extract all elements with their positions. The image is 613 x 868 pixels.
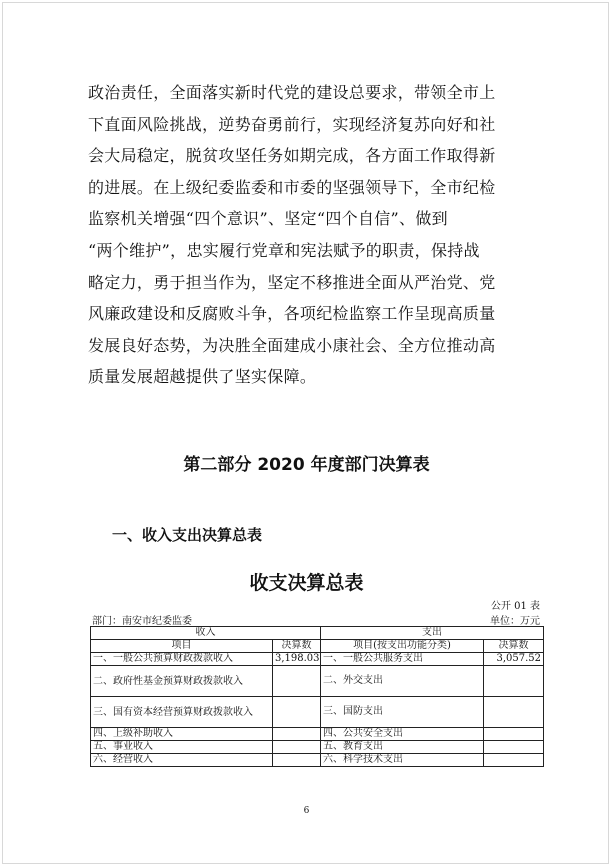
- paragraph-line: 政治责任，全面落实新时代党的建设总要求，带领全市上: [88, 83, 496, 102]
- income-amount: [273, 754, 321, 767]
- paragraph-line: 风廉政建设和反腐败斗争，各项纪检监察工作呈现高质量: [88, 304, 496, 324]
- expense-amount: [484, 666, 544, 697]
- table-code: 公开 01 表: [490, 601, 540, 612]
- income-item: 五、事业收入: [91, 741, 273, 754]
- paragraph-line: 的进展。在上级纪委监委和市委的坚强领导下，全市纪检: [88, 177, 496, 197]
- table-title: 收支决算总表: [249, 572, 364, 594]
- table-row: [91, 754, 544, 767]
- paragraph-line: 发展良好态势，为决胜全面建成小康社会、全方位推动高: [88, 335, 496, 355]
- subheading: 一、收入支出决算总表: [112, 526, 263, 544]
- paragraph-line: 略定力，勇于担当作为，坚定不移推进全面从严治党、党: [88, 272, 496, 292]
- expense-item: 六、科学技术支出: [321, 754, 484, 767]
- paragraph-line: 会大局稳定，脱贫攻坚任务如期完成，各方面工作取得新: [88, 146, 496, 166]
- paragraph-line: 下直面风险挑战，逆势奋勇前行，实现经济复苏向好和社: [88, 114, 496, 134]
- expense-amount: [484, 728, 544, 741]
- expense-amount-header: 决算数: [484, 640, 544, 653]
- table-header-row: [91, 640, 544, 653]
- table-row: [91, 653, 544, 666]
- expense-amount: [484, 697, 544, 728]
- body-paragraph: [88, 77, 528, 393]
- income-group-header: 收入: [91, 627, 321, 640]
- income-amount: [273, 741, 321, 754]
- income-item: 三、国有资本经营预算财政拨款收入: [91, 697, 273, 728]
- expense-item: 四、公共安全支出: [321, 728, 484, 741]
- income-item: 二、政府性基金预算财政拨款收入: [91, 666, 273, 697]
- income-amount: [273, 697, 321, 728]
- expense-group-header: 支出: [321, 627, 544, 640]
- income-item-header: 项目: [91, 640, 273, 653]
- expense-item: 五、教育支出: [321, 741, 484, 754]
- table-row: [91, 741, 544, 754]
- paragraph-line: 监察机关增强“四个意识”、坚定“四个自信”、做到: [88, 209, 448, 229]
- income-item: 六、经营收入: [91, 754, 273, 767]
- income-amount: 3,198.03: [273, 653, 321, 666]
- expense-amount: [484, 741, 544, 754]
- table-row: [91, 697, 544, 728]
- income-amount: [273, 728, 321, 741]
- expense-item: 三、国防支出: [321, 697, 484, 728]
- table-header-group-row: [91, 627, 544, 640]
- income-item: 四、上级补助收入: [91, 728, 273, 741]
- expense-item-header: 项目(按支出功能分类): [321, 640, 484, 653]
- page-number: 6: [303, 806, 310, 816]
- income-amount-header: 决算数: [273, 640, 321, 653]
- paragraph-line: “两个维护”，忠实履行党章和宪法赋予的职责，保持战: [88, 240, 480, 260]
- income-amount: [273, 666, 321, 697]
- expense-item: 一、一般公共服务支出: [321, 653, 484, 666]
- expense-amount: 3,057.52: [484, 653, 544, 666]
- table-row: [91, 728, 544, 741]
- income-item: 一、一般公共预算财政拨款收入: [91, 653, 273, 666]
- expense-item: 二、外交支出: [321, 666, 484, 697]
- unit-label: 单位：万元: [490, 616, 540, 627]
- department-label: 部门：南安市纪委监委: [92, 616, 192, 627]
- section-title: 第二部分 2020 年度部门决算表: [183, 455, 430, 475]
- table-row: [91, 666, 544, 697]
- expense-amount: [484, 754, 544, 767]
- income-expense-table: [90, 626, 544, 767]
- paragraph-line: 质量发展超越提供了坚实保障。: [88, 367, 317, 387]
